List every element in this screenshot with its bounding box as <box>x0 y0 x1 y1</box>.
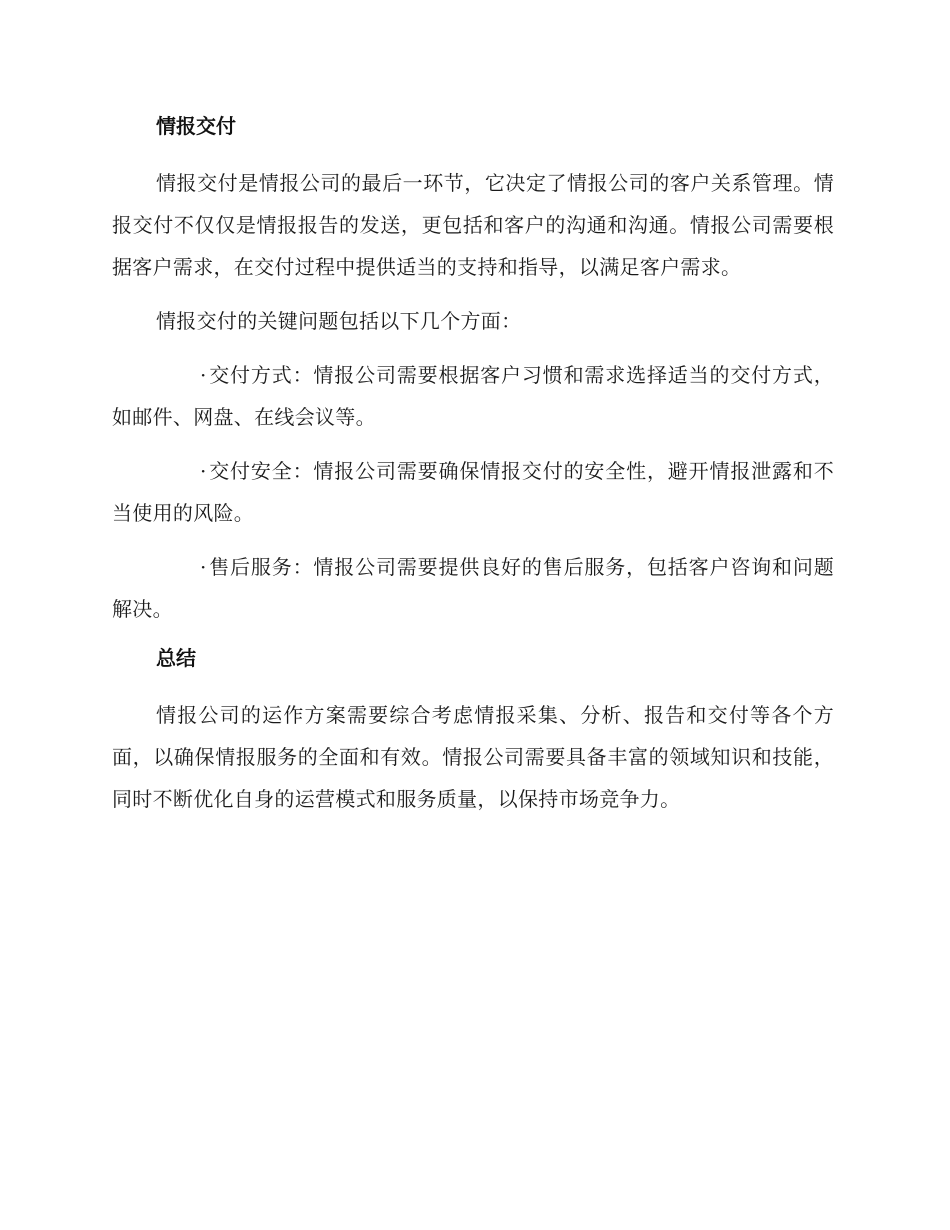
paragraph-key-issues: 情报交付的关键问题包括以下几个方面： <box>156 309 522 333</box>
bullet-text: 交付安全：情报公司需要确保情报交付的安全性，避开情报泄露和不当使用的风险。 <box>112 459 834 525</box>
bullet-marker: · <box>200 555 207 579</box>
document-body <box>112 110 834 832</box>
section-heading-summary: 总结 <box>156 646 196 670</box>
bullet-marker: · <box>200 363 207 387</box>
bullet-item-delivery-method <box>112 354 834 438</box>
bullet-marker: · <box>200 459 207 483</box>
bullet-item-delivery-security <box>112 450 834 534</box>
bullet-text: 交付方式：情报公司需要根据客户习惯和需求选择适当的交付方式，如邮件、网盘、在线会议等。 <box>112 363 834 429</box>
bullet-item-after-sales <box>112 546 834 630</box>
bullet-text: 售后服务：情报公司需要提供良好的售后服务，包括客户咨询和问题解决。 <box>112 555 834 621</box>
paragraph-delivery-intro: 情报交付是情报公司的最后一环节，它决定了情报公司的客户关系管理。情报交付不仅仅是情报报告的发送，更包括和客户的沟通和沟通。情报公司需要根据客户需求，在交付过程中提供适当的支持和指导，以满足客户需求。 <box>112 171 834 279</box>
section-heading-delivery: 情报交付 <box>156 114 236 138</box>
paragraph-summary: 情报公司的运作方案需要综合考虑情报采集、分析、报告和交付等各个方面，以确保情报服务的全面和有效。情报公司需要具备丰富的领域知识和技能，同时不断优化自身的运营模式和服务质量，以保持市场竞争力。 <box>112 703 834 811</box>
